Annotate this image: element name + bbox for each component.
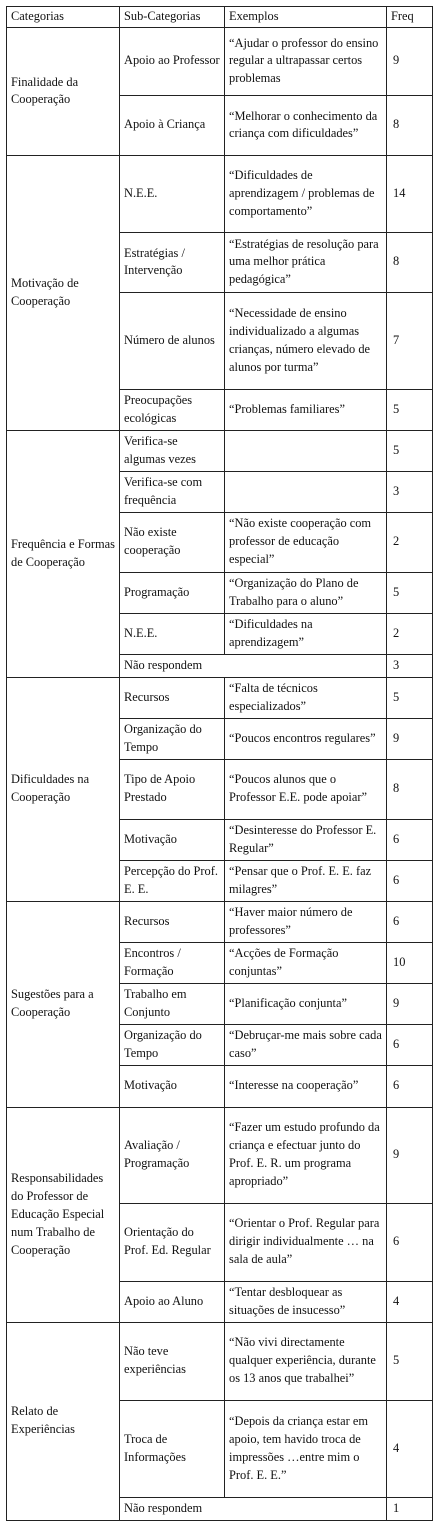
example-cell: “Melhorar o conhecimento da criança com dificuldades” [225, 95, 387, 155]
categories-table [6, 6, 433, 1521]
subcategory-cell: Programação [120, 572, 225, 613]
subcategory-cell: Apoio ao Professor [120, 27, 225, 95]
example-cell: “Poucos encontros regulares” [225, 718, 387, 759]
table-row [7, 430, 433, 471]
example-cell: “Necessidade de ensino individualizado a algumas crianças, número elevado de alunos por turma” [225, 292, 387, 389]
example-cell: “Haver maior número de professores” [225, 901, 387, 942]
table-row [7, 1107, 433, 1203]
subcategory-cell: Estratégias / Intervenção [120, 232, 225, 292]
example-cell: “Fazer um estudo profundo da criança e efectuar junto do Prof. E. R. um programa apropriado” [225, 1107, 387, 1203]
example-cell: “Não vivi directamente qualquer experiência, durante os 13 anos que trabalhei” [225, 1322, 387, 1400]
freq-cell: 8 [387, 95, 433, 155]
freq-cell: 5 [387, 572, 433, 613]
example-cell: “Orientar o Prof. Regular para dirigir individualmente … na sala de aula” [225, 1203, 387, 1281]
category-cell: Frequência e Formas de Cooperação [7, 430, 120, 677]
example-cell: “Ajudar o professor do ensino regular a ultrapassar certos problemas [225, 27, 387, 95]
example-cell: “Depois da criança estar em apoio, tem havido troca de impressões …entre mim o Prof. E. E.” [225, 1400, 387, 1497]
freq-cell: 8 [387, 232, 433, 292]
subcategory-cell: Apoio ao Aluno [120, 1281, 225, 1322]
subcategory-cell: Motivação [120, 1065, 225, 1107]
example-cell: “Tentar desbloquear as situações de insucesso” [225, 1281, 387, 1322]
freq-cell: 9 [387, 718, 433, 759]
subcategory-cell: N.E.E. [120, 613, 225, 654]
freq-cell: 3 [387, 471, 433, 512]
category-cell: Relato de Experiências [7, 1322, 120, 1520]
table-body [7, 27, 433, 1520]
subcategory-cell: Percepção do Prof. E. E. [120, 860, 225, 901]
category-cell: Responsabilidades do Professor de Educação Especial num Trabalho de Cooperação [7, 1107, 120, 1322]
table-row [7, 155, 433, 232]
header-exemplos: Exemplos [225, 7, 387, 28]
subcategory-cell: Verifica-se com frequência [120, 471, 225, 512]
subcategory-cell: Verifica-se algumas vezes [120, 430, 225, 471]
freq-cell: 7 [387, 292, 433, 389]
example-cell: “Falta de técnicos especializados” [225, 677, 387, 718]
category-cell: Sugestões para a Cooperação [7, 901, 120, 1107]
header-subcategorias: Sub-Categorias [120, 7, 225, 28]
freq-cell: 6 [387, 860, 433, 901]
freq-cell: 9 [387, 27, 433, 95]
example-cell [225, 471, 387, 512]
subcategory-cell: Não teve experiências [120, 1322, 225, 1400]
example-cell: “Acções de Formação conjuntas” [225, 942, 387, 983]
subcategory-cell: Orientação do Prof. Ed. Regular [120, 1203, 225, 1281]
freq-cell: 5 [387, 1322, 433, 1400]
freq-cell: 6 [387, 1203, 433, 1281]
example-cell: “Organização do Plano de Trabalho para o aluno” [225, 572, 387, 613]
freq-cell: 2 [387, 512, 433, 572]
no-response-label: Não respondem [120, 654, 387, 677]
freq-cell: 2 [387, 613, 433, 654]
example-cell: “Desinteresse do Professor E. Regular” [225, 819, 387, 860]
freq-cell: 8 [387, 759, 433, 819]
subcategory-cell: Recursos [120, 901, 225, 942]
subcategory-cell: Organização do Tempo [120, 718, 225, 759]
category-cell: Motivação de Cooperação [7, 155, 120, 430]
example-cell: “Planificação conjunta” [225, 983, 387, 1024]
header-freq: Freq [387, 7, 433, 28]
category-cell: Dificuldades na Cooperação [7, 677, 120, 901]
example-cell: “Poucos alunos que o Professor E.E. pode apoiar” [225, 759, 387, 819]
example-cell [225, 430, 387, 471]
freq-cell: 6 [387, 901, 433, 942]
freq-cell: 6 [387, 1065, 433, 1107]
table-row [7, 27, 433, 95]
freq-cell: 5 [387, 430, 433, 471]
example-cell: “Problemas familiares” [225, 389, 387, 430]
subcategory-cell: Tipo de Apoio Prestado [120, 759, 225, 819]
subcategory-cell: Motivação [120, 819, 225, 860]
example-cell: “Interesse na cooperação” [225, 1065, 387, 1107]
freq-cell: 6 [387, 819, 433, 860]
subcategory-cell: Recursos [120, 677, 225, 718]
table-wrapper [6, 6, 433, 1521]
freq-cell: 10 [387, 942, 433, 983]
freq-cell: 14 [387, 155, 433, 232]
freq-cell: 5 [387, 677, 433, 718]
subcategory-cell: Trabalho em Conjunto [120, 983, 225, 1024]
no-response-freq: 1 [387, 1497, 433, 1520]
category-cell: Finalidade da Cooperação [7, 27, 120, 155]
freq-cell: 4 [387, 1281, 433, 1322]
header-row [7, 7, 433, 28]
subcategory-cell: Apoio à Criança [120, 95, 225, 155]
example-cell: “Pensar que o Prof. E. E. faz milagres” [225, 860, 387, 901]
example-cell: “Não existe cooperação com professor de educação especial” [225, 512, 387, 572]
no-response-freq: 3 [387, 654, 433, 677]
subcategory-cell: Troca de Informações [120, 1400, 225, 1497]
table-row [7, 901, 433, 942]
example-cell: “Dificuldades na aprendizagem” [225, 613, 387, 654]
table-row [7, 1322, 433, 1400]
freq-cell: 4 [387, 1400, 433, 1497]
subcategory-cell: Avaliação / Programação [120, 1107, 225, 1203]
no-response-label: Não respondem [120, 1497, 387, 1520]
subcategory-cell: Não existe cooperação [120, 512, 225, 572]
freq-cell: 6 [387, 1024, 433, 1065]
subcategory-cell: Encontros / Formação [120, 942, 225, 983]
freq-cell: 5 [387, 389, 433, 430]
example-cell: “Dificuldades de aprendizagem / problemas de comportamento” [225, 155, 387, 232]
freq-cell: 9 [387, 983, 433, 1024]
subcategory-cell: Preocupações ecológicas [120, 389, 225, 430]
header-categorias: Categorias [7, 7, 120, 28]
example-cell: “Debruçar-me mais sobre cada caso” [225, 1024, 387, 1065]
table-row [7, 677, 433, 718]
freq-cell: 9 [387, 1107, 433, 1203]
example-cell: “Estratégias de resolução para uma melhor prática pedagógica” [225, 232, 387, 292]
subcategory-cell: Organização do Tempo [120, 1024, 225, 1065]
subcategory-cell: Número de alunos [120, 292, 225, 389]
subcategory-cell: N.E.E. [120, 155, 225, 232]
